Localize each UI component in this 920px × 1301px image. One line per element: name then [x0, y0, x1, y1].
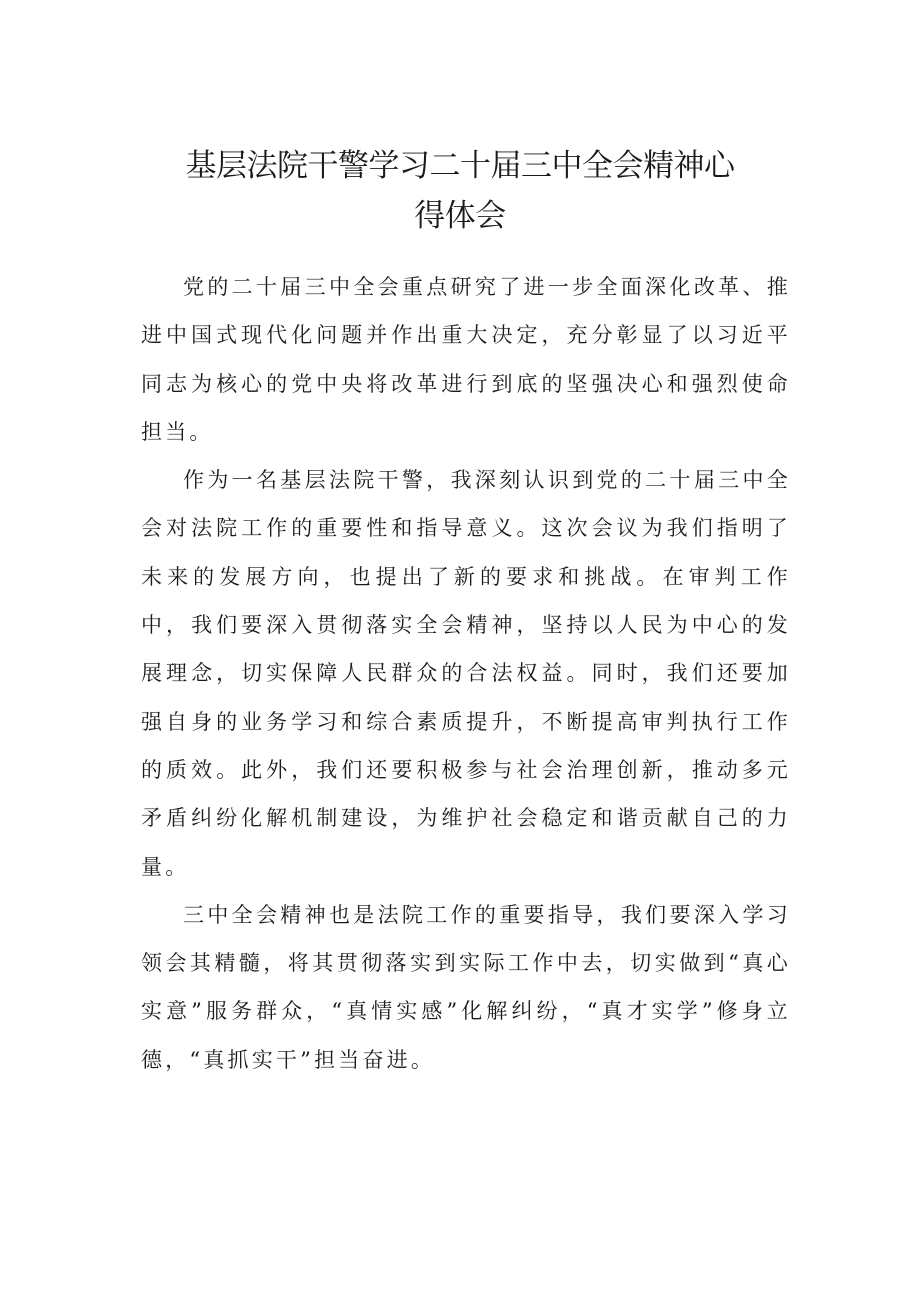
document-title-line-1: 基层法院干警学习二十届三中全会精神心 — [185, 148, 735, 184]
paragraph-1: 党的二十届三中全会重点研究了进一步全面深化改革、推进中国式现代化问题并作出重大决定，充分彰显了以习近平同志为核心的党中央将改革进行到底的坚强决心和强烈使命担当。 — [141, 275, 791, 444]
document-title-line-2: 得体会 — [414, 198, 506, 234]
document-body — [141, 263, 791, 1084]
paragraph-2: 作为一名基层法院干警，我深刻认识到党的二十届三中全会对法院工作的重要性和指导意义。这次会议为我们指明了未来的发展方向，也提出了新的要求和挑战。在审判工作中，我们要深入贯彻落实全会精神，坚持以人民为中心的发展理念，切实保障人民群众的合法权益。同时，我们还要加强自身的业务学习和综合素质提升，不断提高审判执行工作的质效。此外，我们还要积极参与社会治理创新，推动多元矛盾纠纷化解机制建设，为维护社会稳定和谐贡献自己的力量。 — [141, 468, 791, 879]
paragraph-3: 三中全会精神也是法院工作的重要指导，我们要深入学习领会其精髓，将其贯彻落实到实际工作中去，切实做到“真心实意”服务群众，“真情实感”化解纠纷，“真才实学”修身立德，“真抓实干”担当奋进。 — [141, 902, 791, 1072]
